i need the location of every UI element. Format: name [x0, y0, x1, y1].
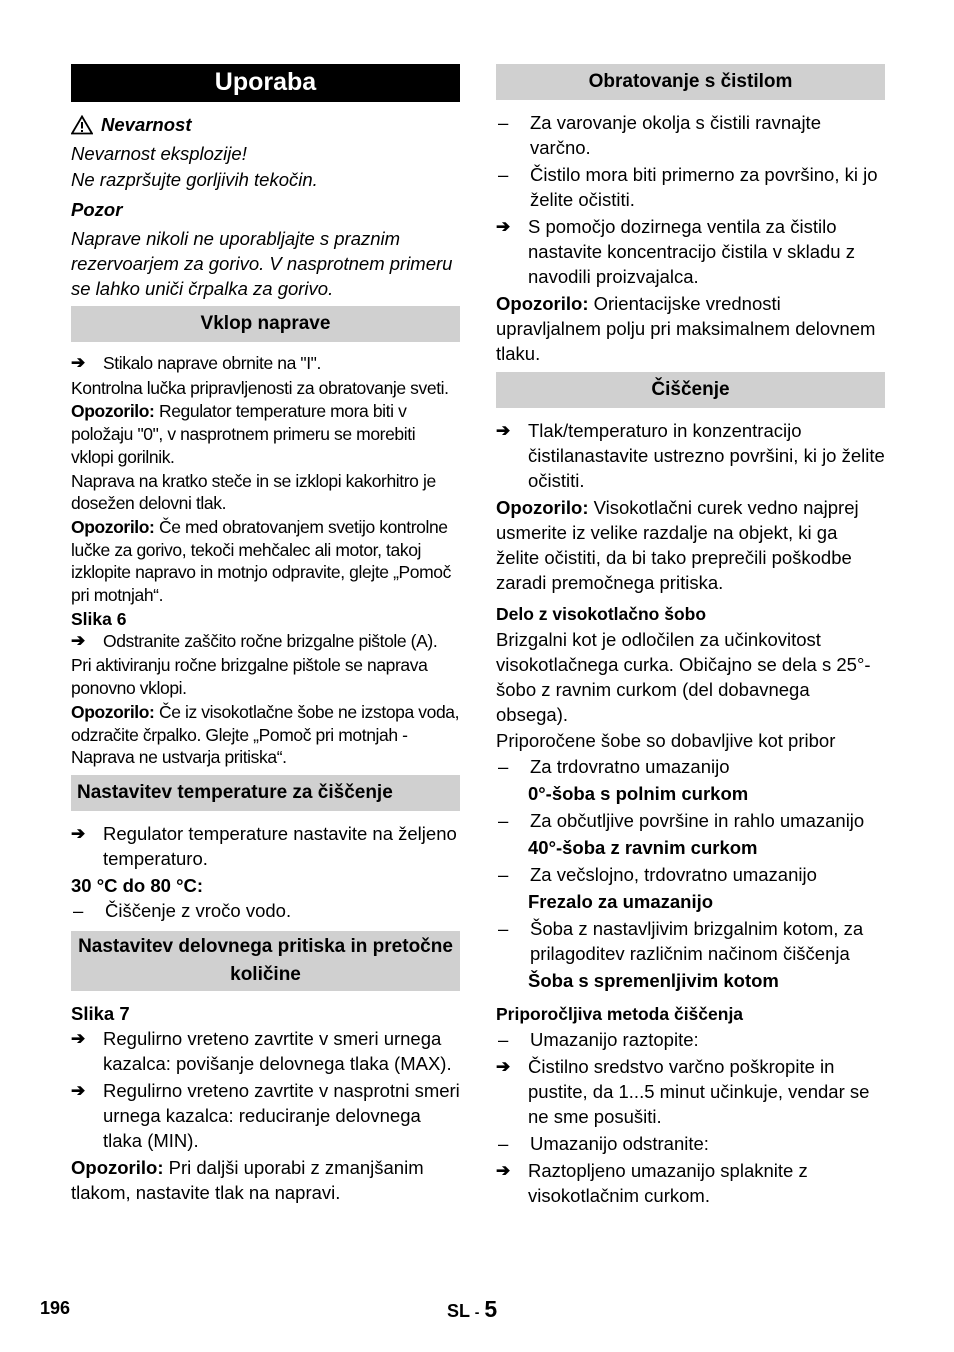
- arrow-icon: ➔: [71, 823, 86, 843]
- dash-text: Umazanijo raztopite:: [530, 1029, 699, 1050]
- figure-reference: Slika 7: [71, 1002, 130, 1024]
- dash-item: [496, 1027, 885, 1052]
- dash-item: [496, 808, 885, 833]
- dash-item: [496, 110, 885, 160]
- dash-text: Za trdovratno umazanijo: [530, 756, 730, 777]
- instruction-step: [71, 1026, 460, 1076]
- note-text: Če iz visokotlačne šobe ne izstopa voda, odzračite črpalko. Glejte „Pomoč pri motnjah - Naprava ne ustvarja pritiska“.: [71, 701, 460, 768]
- instruction-text: Regulirno vreteno zavrtite v smeri urnega kazalca: povišanje delovnega tlaka (MAX).: [103, 1027, 452, 1074]
- paragraph: Kontrolna lučka pripravljenosti za obratovanje sveti.: [71, 377, 449, 398]
- arrow-icon: ➔: [71, 630, 85, 650]
- arrow-icon: ➔: [71, 1080, 86, 1100]
- note-paragraph: [71, 701, 460, 769]
- nozzle-name: Frezalo za umazanijo: [528, 891, 714, 912]
- note-label: Opozorilo:: [71, 401, 155, 422]
- figure-reference: Slika 6: [71, 608, 127, 629]
- instruction-text: Stikalo naprave obrnite na "I".: [103, 353, 321, 373]
- instruction-step: [496, 214, 885, 289]
- instruction-text: Čistilno sredstvo varčno poškropite in pustite, da 1...5 minut učinkuje, vendar se ne sme posušiti.: [528, 1056, 870, 1127]
- section-heading-detergent: Obratovanje s čistilom: [496, 64, 885, 100]
- nozzle-name: 40°-šoba z ravnim curkom: [528, 837, 758, 858]
- note-paragraph: [71, 400, 460, 468]
- dash-text: Za večslojno, trdovratno umazanijo: [530, 864, 817, 885]
- dash-text: Šoba z nastavljivim brizgalnim kotom, za prilagoditev različnim načinom čiščenja: [530, 918, 864, 964]
- section-heading-temperature: Nastavitev temperature za čiščenje: [71, 775, 460, 811]
- instruction-text: Odstranite zaščito ročne brizgalne pištole (A).: [103, 630, 438, 651]
- paragraph: Pri aktiviranju ročne brizgalne pištole se naprava ponovno vklopi.: [71, 655, 428, 699]
- instruction-text: Raztopljeno umazanijo splaknite z visokotlačnim curkom.: [528, 1160, 808, 1206]
- page-footer: [40, 1294, 914, 1324]
- danger-label-text: Nevarnost: [101, 114, 192, 135]
- right-column: [496, 64, 885, 1210]
- dash-item: [496, 162, 885, 212]
- danger-label: [71, 112, 460, 137]
- note-paragraph: [496, 291, 885, 366]
- instruction-step: [496, 1158, 885, 1208]
- instruction-text: Regulirno vreteno zavrtite v nasprotni smeri urnega kazalca: reduciranje delovnega tlaka (MIN).: [103, 1079, 460, 1151]
- dash-marker: –: [498, 1029, 509, 1050]
- paragraph: Brizgalni kot je odločilen za učinkovitost visokotlačnega curka. Običajno se dela s 25°-šobo z ravnim curkom (del dobavnega obsega).: [496, 629, 871, 725]
- dash-marker: –: [498, 810, 509, 831]
- dash-marker: –: [498, 918, 509, 939]
- separator: -: [474, 1304, 480, 1320]
- nozzle-name: 0°-šoba s polnim curkom: [528, 783, 749, 804]
- note-text: Orientacijske vrednosti upravljalnem polju pri maksimalnem delovnem tlaku.: [496, 293, 876, 364]
- nozzle-name: Šoba s spremenljivim kotom: [528, 970, 779, 991]
- instruction-text: Tlak/temperaturo in konzentracijo čistilanastavite ustrezno površini, ki jo želite očistiti.: [528, 420, 885, 491]
- dash-marker: –: [498, 112, 509, 133]
- section-page-number: 5: [484, 1296, 498, 1322]
- instruction-step: [71, 630, 460, 653]
- page-number: 196: [40, 1298, 71, 1318]
- note-label: Opozorilo:: [71, 701, 155, 722]
- note-text: Pri daljši uporabi z zmanjšanim tlakom, nastavite tlak na napravi.: [71, 1156, 424, 1203]
- dash-item: [71, 898, 460, 923]
- section-page-label: [447, 1296, 497, 1323]
- dash-marker: –: [498, 864, 509, 885]
- dash-text: Čiščenje z vročo vodo.: [105, 899, 292, 921]
- dash-text: Za varovanje okolja s čistili ravnajte varčno.: [530, 112, 821, 158]
- paragraph: Priporočene šobe so dobavljive kot pribor: [496, 730, 836, 751]
- note-text: Visokotlačni curek vedno najprej usmerite iz velike razdalje na objekt, ki ga želite očistiti, da bi tako preprečili poškodbe zaradi premočnega pritiska.: [496, 497, 859, 593]
- language-code: SL: [447, 1301, 470, 1321]
- dash-marker: –: [498, 756, 509, 777]
- note-text: Če med obratovanjem svetijo kontrolne lučke za gorivo, tekoči mehčalec ali motor, takoj izklopite napravo in motnjo odpravite, glejte „Pomoč pri motnjah“.: [71, 516, 451, 606]
- dash-marker: –: [73, 899, 84, 921]
- dash-text: Za občutljive površine in rahlo umazanijo: [530, 810, 865, 831]
- instruction-text: S pomočjo dozirnega ventila za čistilo nastavite koncentracijo čistila v skladu z navodili proizvajalca.: [528, 216, 855, 287]
- arrow-icon: ➔: [496, 1161, 511, 1180]
- subheading: 30 °C do 80 °C:: [71, 874, 203, 896]
- caution-text: Naprave nikoli ne uporabljajte s praznim rezervoarjem za gorivo. V nasprotnem primeru se lahko uniči črpalka za gorivo.: [71, 228, 453, 299]
- section-heading-switch-on: Vklop naprave: [71, 306, 460, 342]
- dash-item: [496, 916, 885, 966]
- instruction-step: [496, 1054, 885, 1129]
- instruction-step: [496, 418, 885, 493]
- arrow-icon: ➔: [496, 421, 511, 440]
- dash-item: [496, 1131, 885, 1156]
- note-paragraph: [71, 516, 460, 607]
- instruction-text: Regulator temperature nastavite na željeno temperaturo.: [103, 822, 457, 869]
- note-paragraph: [71, 1155, 460, 1205]
- danger-text: Ne razpršujte gorljivih tekočin.: [71, 169, 318, 190]
- subheading: Priporočljiva metoda čiščenja: [496, 1004, 744, 1024]
- dash-marker: –: [498, 1133, 509, 1154]
- main-heading: Uporaba: [71, 64, 460, 102]
- danger-text: Nevarnost eksplozije!: [71, 143, 247, 164]
- note-label: Opozorilo:: [496, 293, 589, 314]
- dash-item: [496, 862, 885, 887]
- dash-marker: –: [498, 164, 509, 185]
- instruction-step: [71, 1078, 460, 1153]
- caution-label: Pozor: [71, 199, 123, 220]
- subheading: Delo z visokotlačno šobo: [496, 604, 707, 624]
- note-text: Regulator temperature mora biti v položaju "0", v nasprotnem primeru se morebiti vklopi gorilnik.: [71, 401, 416, 467]
- instruction-step: [71, 352, 460, 375]
- dash-text: Čistilo mora biti primerno za površino, ki jo želite očistiti.: [530, 164, 878, 210]
- paragraph: Naprava na kratko steče in se izklopi kakorhitro je dosežen delovni tlak.: [71, 470, 436, 514]
- arrow-icon: ➔: [71, 1028, 86, 1048]
- dash-item: [496, 754, 885, 779]
- arrow-icon: ➔: [496, 217, 511, 236]
- warning-triangle-icon: [71, 115, 93, 135]
- note-label: Opozorilo:: [71, 516, 155, 537]
- arrow-icon: ➔: [71, 353, 85, 372]
- note-paragraph: [496, 495, 885, 595]
- arrow-icon: ➔: [496, 1057, 511, 1076]
- instruction-step: [71, 821, 460, 871]
- left-column: [71, 64, 460, 1206]
- section-heading-pressure: Nastavitev delovnega pritiska in pretočne količine: [71, 931, 460, 991]
- dash-text: Umazanijo odstranite:: [530, 1133, 709, 1154]
- note-label: Opozorilo:: [496, 497, 589, 518]
- note-label: Opozorilo:: [71, 1156, 164, 1178]
- section-heading-cleaning: Čiščenje: [496, 372, 885, 408]
